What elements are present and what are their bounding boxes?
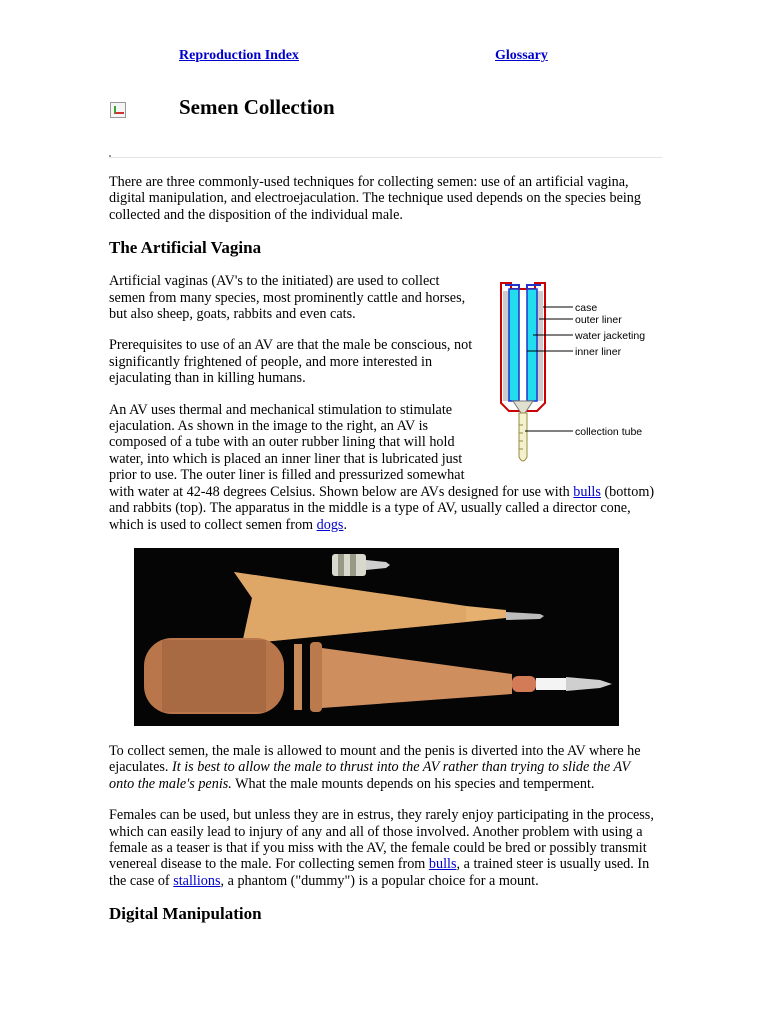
label-inner-liner: inner liner: [575, 346, 622, 359]
intro-paragraph: There are three commonly-used techniques for collecting semen: use of an artificial vagina, digital manipulation, and electroejaculation. The technique used depends on the species being collected and the disposition of the individual male.: [109, 174, 641, 223]
av-diagram: [489, 273, 669, 473]
av-outer-liner-left: [503, 291, 509, 401]
section-heading-digital-manipulation: Digital Manipulation: [109, 904, 262, 924]
divider: [109, 157, 662, 158]
av-outer-liner-right: [537, 291, 543, 401]
av-paragraph-1: Artificial vaginas (AV's to the initiated) are used to collect semen from many species, most prominently cattle and horses, but also sheep, goats, rabbits and even cats.: [109, 273, 466, 323]
label-case: case: [575, 302, 598, 315]
dogs-link[interactable]: dogs: [316, 516, 344, 533]
av-photo: [134, 548, 619, 726]
av-collection-tube: [519, 413, 527, 461]
main-content: [109, 174, 657, 939]
broken-image-icon: [110, 102, 126, 118]
label-outer-liner: outer liner: [575, 314, 622, 327]
label-collection-tube: collection tube: [575, 426, 643, 439]
bulls-link-2[interactable]: bulls: [428, 856, 457, 873]
collect-paragraph: To collect semen, the male is allowed to mount and the penis is diverted into the AV where he ejaculates. It is best to allow the male to thrust into the AV rather than trying to slide the AV onto the male's penis. What the male mounts depends on his species and temperment.: [109, 742, 641, 792]
stallions-link[interactable]: stallions: [173, 872, 221, 889]
females-paragraph: Females can be used, but unless they are in estrus, they rarely enjoy participating in the process, which can easily lead to injury of any and all of those involved. Another problem with using a female as a teaser is that if you miss with the AV, the female could be bred or possibly transmit venereal disease to the male. For collecting semen from bulls, a trained steer is usually used. In the case of stallions, a phantom ("dummy") is a popular choice for a mount.: [109, 807, 654, 889]
av-paragraph-2: Prerequisites to use of an AV are that the male be conscious, not significantly frightened of people, and more interested in ejaculating than in killing humans.: [109, 337, 473, 387]
glossary-link[interactable]: Glossary: [495, 48, 548, 63]
bulls-link[interactable]: bulls: [573, 483, 601, 500]
av-paragraph-3: An AV uses thermal and mechanical stimulation to stimulate ejaculation. As shown in the image to the right, an AV is composed of a tube with an outer rubber lining that will hold water, into which is placed an inner liner that is lubricated just prior to use. The outer liner is filled and pressurized somewhat with water at 42-48 degrees Celsius. Shown below are AVs designed for use with bulls (bottom) and rabbits (top). The apparatus in the middle is a type of AV, usually called a director cone, which is used to collect semen from dogs.: [109, 401, 655, 533]
av-water-left: [509, 289, 519, 401]
av-photo-container: [109, 548, 657, 728]
page-title: Semen Collection: [179, 95, 335, 119]
reproduction-index-link[interactable]: Reproduction Index: [179, 48, 299, 63]
label-water-jacketing: water jacketing: [575, 330, 646, 343]
av-water-right: [527, 289, 537, 401]
section-heading-artificial-vagina: The Artificial Vagina: [109, 238, 262, 258]
